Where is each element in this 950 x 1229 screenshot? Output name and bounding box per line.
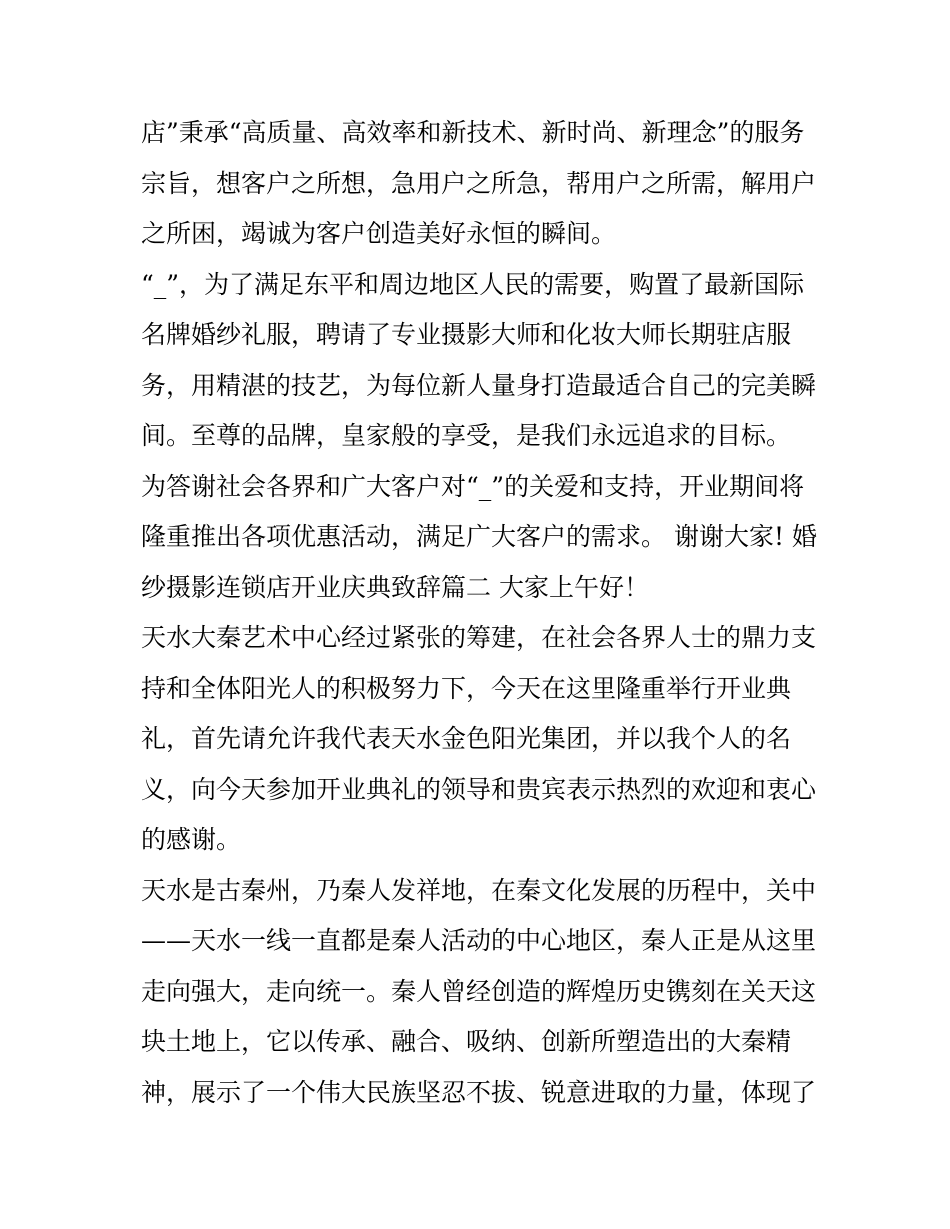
- text-line: 为答谢社会各界和广大客户对“_”的关爱和支持，开业期间将: [141, 471, 805, 501]
- text-line: 店”秉承“高质量、高效率和新技术、新时尚、新理念”的服务: [141, 118, 805, 147]
- text-line: 持和全体阳光人的积极努力下，今天在这里隆重举行开业典: [141, 673, 792, 703]
- text-line: 宗旨，想客户之所想，急用户之所急，帮用户之所需，解用户: [141, 168, 817, 198]
- text-line: 神，展示了一个伟大民族坚忍不拔、锐意进取的力量，体现了: [141, 1077, 817, 1107]
- text-line: 隆重推出各项优惠活动，满足广大客户的需求。 谢谢大家! 婚: [141, 522, 817, 551]
- text-line: 天水是古秦州，乃秦人发祥地，在秦文化发展的历程中，关中: [141, 875, 817, 905]
- text-line: 之所困，竭诚为客户创造美好永恒的瞬间。: [141, 219, 617, 248]
- text-line: “_”，为了满足东平和周边地区人民的需要，购置了最新国际: [141, 269, 805, 299]
- text-line: 间。至尊的品牌，皇家般的享受，是我们永远追求的目标。: [141, 421, 792, 450]
- text-line: 纱摄影连锁店开业庆典致辞篇二 大家上午好！: [141, 572, 649, 602]
- text-line: 的感谢。: [141, 825, 242, 854]
- text-line: 务，用精湛的技艺，为每位新人量身打造最适合自己的完美瞬: [141, 370, 817, 400]
- text-line: 名牌婚纱礼服，聘请了专业摄影大师和化妆大师长期驻店服: [141, 320, 792, 349]
- text-line: 义，向今天参加开业典礼的领导和贵宾表示热烈的欢迎和衷心: [141, 774, 817, 804]
- document-body: [141, 108, 821, 1118]
- text-line: 走向强大，走向统一。秦人曾经创造的辉煌历史镌刻在关天这: [141, 976, 817, 1006]
- text-line: ——天水一线一直都是秦人活动的中心地区，秦人正是从这里: [141, 926, 817, 955]
- text-line: 礼，首先请允许我代表天水金色阳光集团，并以我个人的名: [141, 724, 792, 753]
- text-line: 块土地上，它以传承、融合、吸纳、创新所塑造出的大秦精: [141, 1027, 792, 1056]
- text-line: 天水大秦艺术中心经过紧张的筹建，在社会各界人士的鼎力支: [141, 623, 817, 652]
